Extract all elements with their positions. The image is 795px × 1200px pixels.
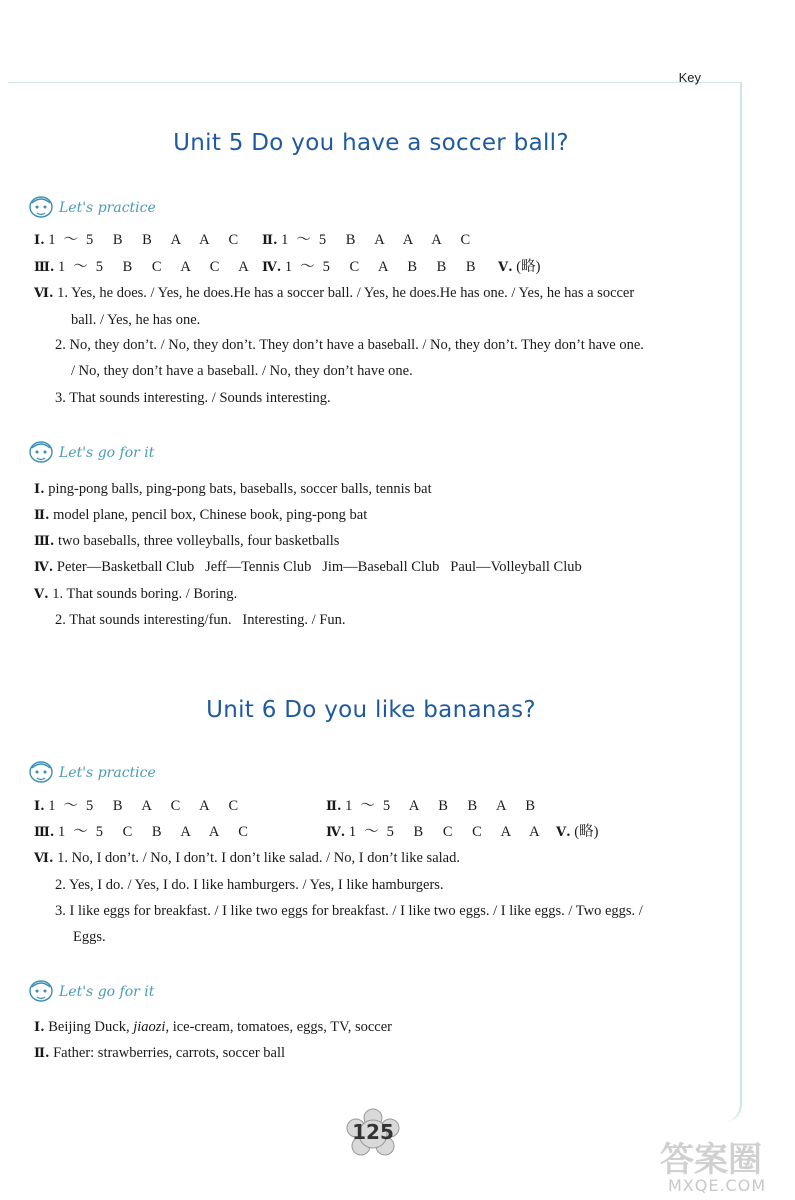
mascot-icon (26, 193, 56, 223)
answer-line: Ⅵ. 1. No, I don’t. / No, I don’t. I don’t like salad. / No, I don’t like salad. (34, 850, 460, 866)
answer-row: Ⅱ. 1～5 B A A A C (262, 232, 479, 248)
answer-line: 2. Yes, I do. / Yes, I do. I like hamburgers. / Yes, I like hamburgers. (55, 877, 444, 893)
answer-line: Ⅳ. Peter—Basketball Club Jeff—Tennis Club Jim—Baseball Club Paul—Volleyball Club (34, 559, 582, 575)
answer-row: Ⅰ. 1～5 B B A A C (34, 232, 247, 248)
unit6-title: Unit 6 Do you like bananas? (206, 697, 536, 723)
answer-line: Ⅰ. ping-pong balls, ping-pong bats, baseballs, soccer balls, tennis bat (34, 481, 432, 497)
answer-line: / No, they don’t have a baseball. / No, they don’t have one. (71, 363, 413, 379)
page-number: 125 (344, 1108, 402, 1158)
answer-line: 2. That sounds interesting/fun. Interesting. / Fun. (55, 612, 346, 628)
answer-line: 3. I like eggs for breakfast. / I like two eggs for breakfast. / I like two eggs. / I like eggs. / Two eggs. / (55, 903, 643, 919)
answer-line: Eggs. (73, 929, 106, 945)
section-heading-text: Let's go for it (59, 984, 155, 1000)
answer-row: Ⅰ. 1～5 B A C A C (34, 798, 247, 814)
answer-line: 2. No, they don’t. / No, they don’t. They don’t have a baseball. / No, they don’t. They don’t have one. (55, 337, 644, 353)
section-heading-text: Let's practice (59, 200, 156, 216)
unit6-goforit-heading (26, 977, 154, 1007)
watermark-url: MXQE.COM (668, 1176, 767, 1195)
unit6-practice-heading (26, 758, 156, 788)
answer-line: Ⅱ. Father: strawberries, carrots, soccer ball (34, 1045, 286, 1061)
unit5-goforit-heading (26, 438, 154, 468)
answer-row: Ⅳ. 1～5 C A B B B (262, 259, 484, 275)
answer-row: Ⅲ. 1～5 C B A A C (34, 824, 256, 840)
answer-line: Ⅱ. model plane, pencil box, Chinese book, ping-pong bat (34, 507, 368, 523)
section-heading-text: Let's go for it (59, 445, 155, 461)
unit5-title: Unit 5 Do you have a soccer ball? (173, 130, 569, 156)
mascot-icon (26, 977, 56, 1007)
answer-line: Ⅵ. 1. Yes, he does. / Yes, he does.He has a soccer ball. / Yes, he does.He has one. / Yes, he has a soccer (34, 285, 635, 301)
mascot-icon (26, 758, 56, 788)
answer-row: Ⅴ. (略) (556, 824, 599, 840)
answer-line: Ⅰ. Beijing Duck, jiaozi, ice-cream, tomatoes, eggs, TV, soccer (34, 1019, 393, 1035)
unit5-practice-heading (26, 193, 156, 223)
answer-row: Ⅱ. 1～5 A B B A B (326, 798, 543, 814)
answer-line: Ⅲ. two baseballs, three volleyballs, four basketballs (34, 533, 340, 549)
answer-line: ball. / Yes, he has one. (71, 312, 201, 328)
key-label: Key (678, 70, 701, 85)
answer-row: Ⅳ. 1～5 B C C A A (326, 824, 548, 840)
section-heading-text: Let's practice (59, 765, 156, 781)
answer-line: 3. That sounds interesting. / Sounds interesting. (55, 390, 331, 406)
answer-row: Ⅴ. (略) (498, 259, 541, 275)
watermark: 答案圈 (660, 1140, 762, 1180)
mascot-icon (26, 438, 56, 468)
answer-row: Ⅲ. 1～5 B C A C A (34, 259, 257, 275)
answer-line: Ⅴ. 1. That sounds boring. / Boring. (34, 586, 238, 602)
